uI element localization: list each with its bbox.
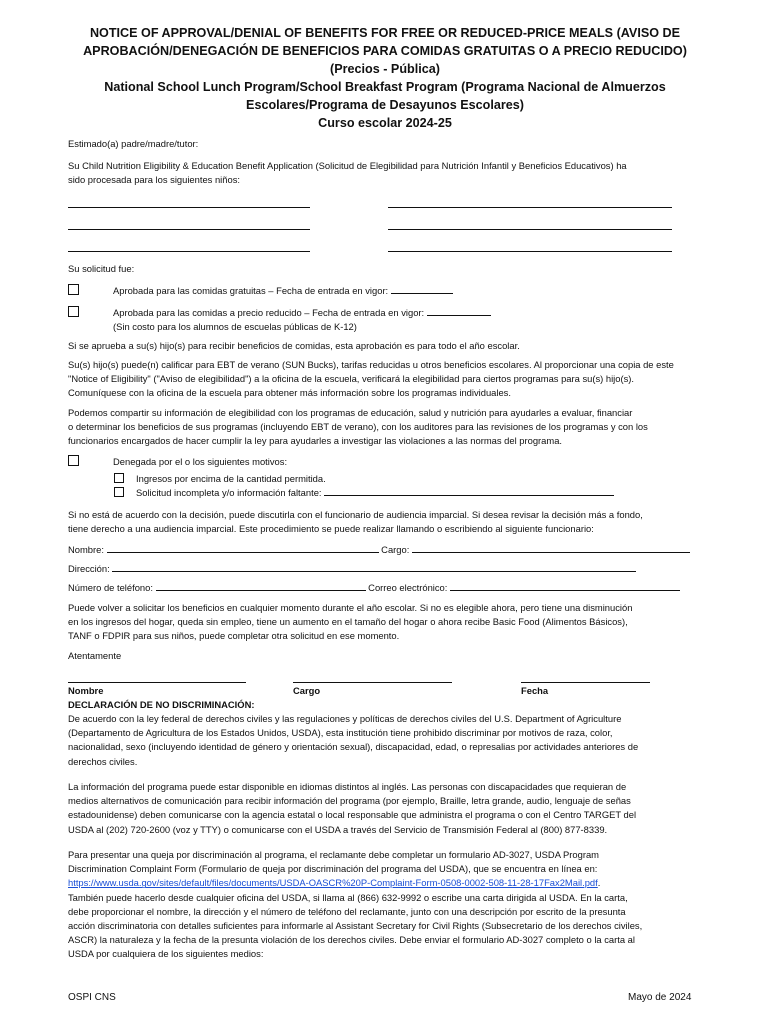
hearing-position-field[interactable] <box>412 543 690 553</box>
text-line: "Notice of Eligibility" ("Aviso de elegibilidad") a la oficina de la escuela, verificará la elegibilidad para ciertos programas para su(s) hijo(s). <box>68 373 635 385</box>
hearing-address-row <box>68 562 636 576</box>
intro-paragraph <box>68 159 730 187</box>
child-name-field-2[interactable] <box>388 207 672 208</box>
hearing-name-row <box>68 543 690 557</box>
incomplete-reason-option <box>136 486 614 500</box>
child-name-field-1[interactable] <box>68 207 310 208</box>
field-label: Número de teléfono: <box>68 582 153 593</box>
footer-left: OSPI CNS <box>68 992 116 1003</box>
nondiscrimination-paragraph-2 <box>68 780 730 837</box>
text-line: funcionarios encargados de hacer cumplir la ley para ayudarles a investigar las violaciones a las normas del programa. <box>68 435 563 447</box>
field-label: Cargo: <box>381 544 410 555</box>
signature-date-field[interactable] <box>521 682 650 683</box>
text-line: Podemos compartir su información de elegibilidad con los programas de educación, salud y nutrición para ayudarles a evaluar, financiar <box>68 407 633 418</box>
text-line: acción discriminatoria con detalles suficientes para informarle al Assistant Secretary for Civil Rights (Subsecretario de los derechos civiles, <box>68 920 643 932</box>
child-name-field-5[interactable] <box>68 251 310 252</box>
text-line: Para presentar una queja por discriminación al programa, el reclamante debe completar un formulario AD-3027, USDA Program <box>68 849 599 860</box>
text-line: USDA por cualquiera de los siguientes medios: <box>68 948 264 960</box>
text-line: Su(s) hijo(s) puede(n) calificar para EBT de verano (SUN Bucks), tarifas reducidas u otros beneficios escolares. Al proporcionar una copia de este <box>68 359 674 370</box>
signature-position-field[interactable] <box>293 682 452 683</box>
title-line: NOTICE OF APPROVAL/DENIAL OF BENEFITS FOR FREE OR REDUCED-PRICE MEALS (AVISO DE <box>89 26 681 40</box>
title-line: Curso escolar 2024-25 <box>318 116 452 130</box>
text-line: sido procesada para los siguientes niños: <box>68 174 240 186</box>
free-meals-checkbox[interactable] <box>68 284 79 295</box>
text-line: o determinar los beneficios de sus programas (incluyendo EBT de verano), con los auditores para las revisiones de los programas y con los <box>68 421 648 433</box>
complaint-form-link-line <box>68 876 730 890</box>
text-line: ASCR) la naturaleza y la fecha de la presunta violación de los derechos civiles. Debe enviar el formulario AD-3027 completo o la carta al <box>68 934 635 946</box>
approved-note: Si se aprueba a su(s) hijo(s) para recibir beneficios de comidas, esta aprobación es para todo el año escolar. <box>68 340 520 351</box>
footer-right: Mayo de 2024 <box>628 992 692 1003</box>
share-paragraph <box>68 406 730 449</box>
missing-info-field[interactable] <box>324 486 614 496</box>
hearing-name-field[interactable] <box>107 543 379 553</box>
field-label: Dirección: <box>68 563 110 574</box>
child-name-field-3[interactable] <box>68 229 310 230</box>
free-meals-option <box>113 284 453 298</box>
nondiscrimination-heading: DECLARACIÓN DE NO DISCRIMINACIÓN: <box>68 699 255 710</box>
text-line: Comuníquese con la oficina de la escuela para obtener más información sobre los programas individuales. <box>68 387 511 399</box>
incomplete-reason-checkbox[interactable] <box>114 487 124 497</box>
title-line: National School Lunch Program/School Breakfast Program (Programa Nacional de Almuerzos <box>104 80 666 94</box>
text-line: en los ingresos del hogar, queda sin empleo, tiene un aumento en el tamaño del hogar o ahora recibe Basic Food (Alimentos Básicos), <box>68 616 628 628</box>
ebt-paragraph <box>68 358 730 401</box>
text-fragment: . <box>597 877 601 889</box>
denied-option: Denegada por el o los siguientes motivos: <box>113 456 288 467</box>
application-label: Su solicitud fue: <box>68 263 135 274</box>
signature-date-label: Fecha <box>521 685 549 696</box>
text-line: TANF o FDPIR para sus niños, puede completar otra solicitud en ese momento. <box>68 630 400 642</box>
income-reason-checkbox[interactable] <box>114 473 124 483</box>
reduced-meals-checkbox[interactable] <box>68 306 79 317</box>
nondiscrimination-paragraph-1 <box>68 712 730 769</box>
reduced-note: (Sin costo para los alumnos de escuelas públicas de K-12) <box>113 321 357 332</box>
text-line: (Departamento de Agricultura de los Estados Unidos, USDA), esta institución tiene prohibido discriminar por motivos de raza, color, <box>68 727 613 739</box>
text-line: Puede volver a solicitar los beneficios en cualquier momento durante el año escolar. Si no es elegible ahora, pero tiene una disminución <box>68 602 633 613</box>
income-reason-label: Ingresos por encima de la cantidad permitida. <box>136 473 326 484</box>
signature-name-field[interactable] <box>68 682 246 683</box>
signature-position-label: Cargo <box>293 685 321 696</box>
text-line: También puede hacerlo desde cualquier oficina del USDA, si llama al (866) 632-9992 o escribe una carta dirigida al USDA. En la carta, <box>68 891 628 903</box>
text-line: Si no está de acuerdo con la decisión, puede discutirla con el funcionario de audiencia imparcial. Si desea revisar la decisión más a fondo, <box>68 509 643 520</box>
closing: Atentamente <box>68 650 122 661</box>
text-line: medios alternativos de comunicación para recibir información del programa (por ejemplo, Braille, letra grande, audio, lenguaje de señas <box>68 795 631 807</box>
text-line: Su Child Nutrition Eligibility & Education Benefit Application (Solicitud de Elegibilidad para Nutrición Infantil y Beneficios Educativos) ha <box>68 160 627 171</box>
hearing-address-field[interactable] <box>112 562 636 572</box>
option-label: Aprobada para las comidas gratuitas – Fecha de entrada en vigor: <box>113 285 389 296</box>
text-line: nacionalidad, sexo (incluyendo identidad de género y orientación sexual), discapacidad, edad, o represalias por actividades anteriores de <box>68 741 639 753</box>
denied-checkbox[interactable] <box>68 455 79 466</box>
hearing-paragraph <box>68 508 730 536</box>
signature-name-label: Nombre <box>68 685 104 696</box>
text-line: USDA al (202) 720-2600 (voz y TTY) o comunicarse con el USDA a través del Servicio de Transmisión Federal al (800) 877-8339. <box>68 823 608 835</box>
title-line: Escolares/Programa de Desayunos Escolares) <box>246 98 524 112</box>
text-line: debe proporcionar el nombre, la dirección y el número de teléfono del reclamante, junto con una descripción por escrito de la presunta <box>68 905 626 917</box>
field-label: Correo electrónico: <box>368 582 448 593</box>
hearing-contact-row <box>68 581 680 595</box>
reduced-effective-date-field[interactable] <box>427 306 491 316</box>
document-title <box>40 24 730 132</box>
child-name-field-4[interactable] <box>388 229 672 230</box>
text-line: Discrimination Complaint Form (Formulario de queja por discriminación del programa del USDA), que se encuentra en línea en: <box>68 863 598 875</box>
reduced-meals-option <box>113 306 491 320</box>
hearing-phone-field[interactable] <box>156 581 366 591</box>
nondiscrimination-paragraph-3 <box>68 848 730 962</box>
text-line: tiene derecho a una audiencia imparcial. Este procedimiento se puede realizar llamando o escribiendo al siguiente funcionario: <box>68 523 594 535</box>
child-name-field-6[interactable] <box>388 251 672 252</box>
text-line: derechos civiles. <box>68 755 138 767</box>
field-label: Nombre: <box>68 544 104 555</box>
text-line: De acuerdo con la ley federal de derechos civiles y las regulaciones y políticas de derechos civiles del U.S. Department of Agriculture <box>68 713 622 724</box>
reapply-paragraph <box>68 601 730 644</box>
complaint-form-link[interactable]: https://www.usda.gov/sites/default/files/documents/USDA-OASCR%20P-Complaint-Form-0508-0002-508-11-28-17Fax2Mail.pdf <box>68 877 598 889</box>
text-line: estadounidense) deben comunicarse con la agencia estatal o local responsable que administra el programa o con el Centro TARGET del <box>68 809 637 821</box>
greeting: Estimado(a) padre/madre/tutor: <box>68 138 199 149</box>
text-line: La información del programa puede estar disponible en idiomas distintos al inglés. Las personas con discapacidades que requieran de <box>68 781 627 792</box>
option-label: Solicitud incompleta y/o información faltante: <box>136 487 322 498</box>
option-label: Aprobada para las comidas a precio reducido – Fecha de entrada en vigor: <box>113 307 425 318</box>
title-line: APROBACIÓN/DENEGACIÓN DE BENEFICIOS PARA COMIDAS GRATUITAS O A PRECIO REDUCIDO) <box>83 44 687 58</box>
hearing-email-field[interactable] <box>450 581 680 591</box>
title-line: (Precios - Pública) <box>330 62 440 76</box>
free-effective-date-field[interactable] <box>391 284 453 294</box>
